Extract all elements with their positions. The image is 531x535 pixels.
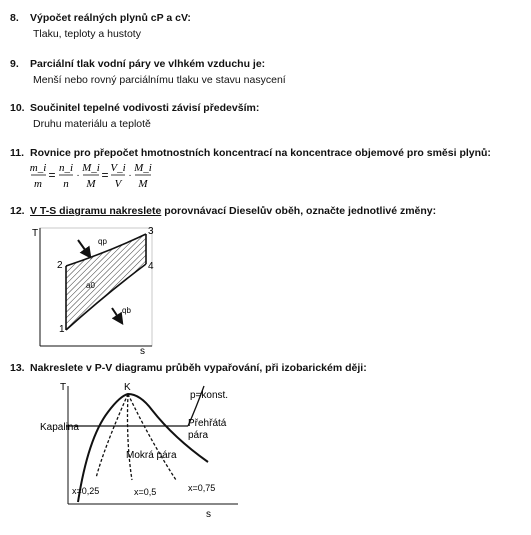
concentration-formula bbox=[30, 160, 160, 192]
point-1-label: 1 bbox=[59, 324, 65, 335]
question-text: Nakreslete v P-V diagramu průběh vypařování, při izobarickém ději: bbox=[30, 362, 367, 374]
question-number: 12. bbox=[10, 205, 25, 217]
quality-line-075 bbox=[128, 394, 176, 480]
cycle-area bbox=[66, 234, 146, 330]
heat-in-arrow-icon bbox=[78, 240, 88, 254]
question-number: 8. bbox=[10, 12, 19, 24]
area-label: a0 bbox=[86, 281, 95, 290]
axis-y-label: T bbox=[60, 382, 67, 393]
formula-f3-num: M_i bbox=[82, 162, 100, 174]
isobar-label: p=konst. bbox=[190, 390, 229, 401]
formula-f2-den: n bbox=[63, 178, 69, 190]
dot-operator: · bbox=[76, 170, 80, 181]
x-025-label: x=0,25 bbox=[72, 486, 100, 496]
liquid-label: Kapalina bbox=[40, 422, 79, 433]
question-number: 13. bbox=[10, 362, 25, 374]
answer-9: Menší nebo rovný parciálnímu tlaku ve stavu nasycení bbox=[33, 74, 286, 86]
question-10 bbox=[10, 102, 259, 115]
point-4-label: 4 bbox=[148, 261, 154, 272]
formula-f4-den: V bbox=[114, 178, 122, 190]
question-8 bbox=[10, 12, 191, 25]
axis-x-label: s bbox=[206, 509, 211, 520]
answer-10: Druhu materiálu a teplotě bbox=[33, 118, 151, 130]
answer-8: Tlaku, teploty a hustoty bbox=[33, 28, 141, 40]
equals-sign: = bbox=[101, 168, 109, 182]
question-number: 10. bbox=[10, 102, 25, 114]
formula-f5-den: M bbox=[138, 178, 148, 190]
diesel-ts-diagram bbox=[28, 220, 168, 356]
question-11 bbox=[10, 147, 491, 160]
point-2-label: 2 bbox=[57, 260, 63, 271]
formula-f4-num: V_i bbox=[110, 162, 126, 174]
axis-y-label: T bbox=[32, 228, 39, 239]
equals-sign: = bbox=[48, 168, 56, 182]
question-text: porovnávací Dieselův oběh, označte jednotlivé změny: bbox=[161, 205, 437, 217]
question-text: Výpočet reálných plynů cP a cV: bbox=[30, 12, 191, 24]
formula-f1-num: m_i bbox=[30, 162, 47, 174]
vaporization-diagram bbox=[38, 378, 248, 522]
qp-label: qp bbox=[98, 237, 107, 246]
dot-operator: · bbox=[128, 170, 132, 181]
formula-f1-den: m bbox=[34, 178, 42, 190]
axis-x-label: s bbox=[140, 346, 145, 356]
question-13 bbox=[10, 362, 367, 375]
heat-out-arrow-icon bbox=[112, 308, 120, 320]
question-text: Součinitel tepelné vodivosti závisí především: bbox=[30, 102, 260, 114]
x-05-label: x=0,5 bbox=[134, 487, 157, 497]
point-3-label: 3 bbox=[148, 226, 154, 237]
qb-label: qb bbox=[122, 306, 131, 315]
formula-f5-num: M_i bbox=[134, 162, 152, 174]
question-number: 11. bbox=[10, 147, 25, 159]
wet-steam-label: Mokrá pára bbox=[126, 450, 177, 461]
question-12 bbox=[10, 205, 436, 218]
formula-f3-den: M bbox=[86, 178, 96, 190]
superheated-label-2: pára bbox=[188, 430, 209, 441]
question-text: Parciální tlak vodní páry ve vlhkém vzduchu je: bbox=[30, 58, 266, 70]
superheated-label-1: Přehřátá bbox=[188, 418, 227, 429]
question-9 bbox=[10, 58, 265, 71]
question-text-underlined: V T-S diagramu nakreslete bbox=[30, 205, 162, 217]
critical-point-label: K bbox=[124, 382, 131, 393]
formula-f2-num: n_i bbox=[58, 162, 74, 174]
question-number: 9. bbox=[10, 58, 19, 70]
quality-line-05 bbox=[128, 394, 133, 480]
x-075-label: x=0,75 bbox=[188, 483, 216, 493]
question-text: Rovnice pro přepočet hmotnostních koncentrací na koncentrace objemové pro směsi plynů: bbox=[30, 147, 491, 159]
